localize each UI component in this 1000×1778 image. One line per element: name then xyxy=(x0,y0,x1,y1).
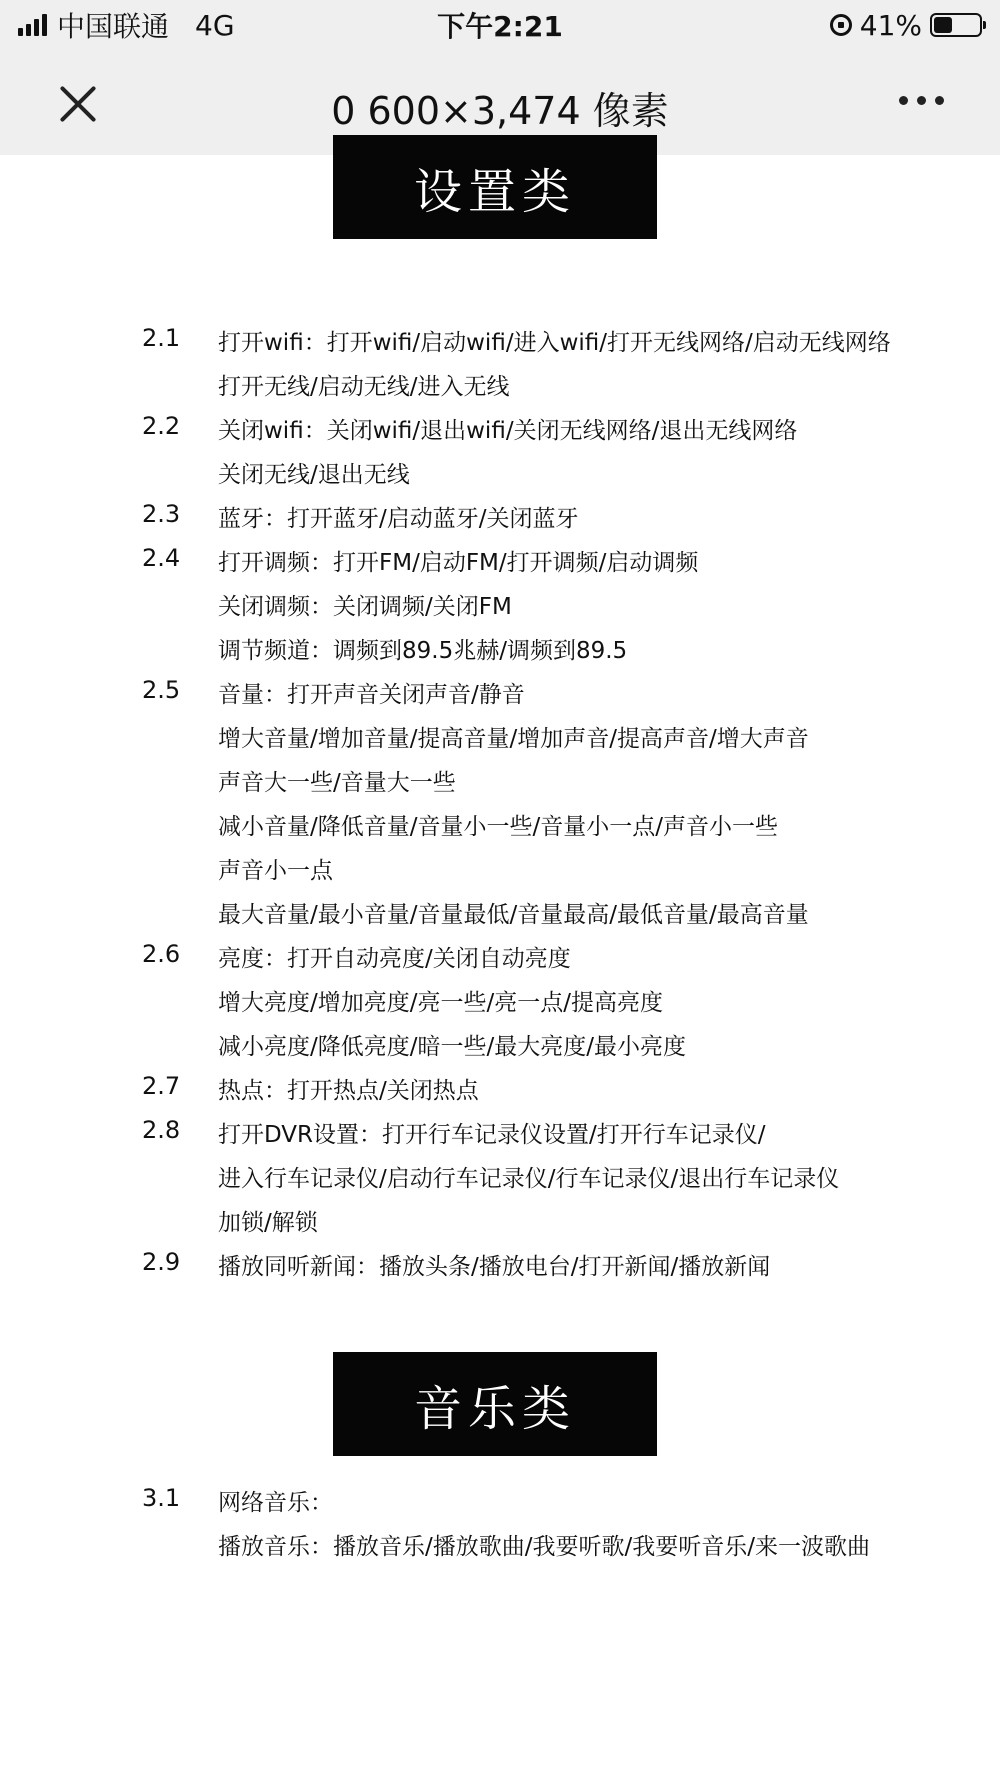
item-text: 音量：打开声音关闭声音/静音 xyxy=(218,682,525,708)
item-text: 声音小一点 xyxy=(218,858,333,884)
item-text: 关闭无线/退出无线 xyxy=(218,462,410,488)
item-text: 打开DVR设置：打开行车记录仪设置/打开行车记录仪/ xyxy=(218,1122,766,1148)
section-banner: 音乐类 xyxy=(333,1352,657,1456)
item-number: 2.6 xyxy=(142,940,181,968)
item-text: 蓝牙：打开蓝牙/启动蓝牙/关闭蓝牙 xyxy=(218,506,579,532)
item-number: 2.2 xyxy=(142,412,181,440)
item-number: 2.9 xyxy=(142,1248,181,1276)
network-label: 4G xyxy=(195,8,235,42)
item-text: 播放同听新闻：播放头条/播放电台/打开新闻/播放新闻 xyxy=(218,1254,771,1280)
item-text: 关闭wifi：关闭wifi/退出wifi/关闭无线网络/退出无线网络 xyxy=(218,418,798,444)
item-number: 2.1 xyxy=(142,324,181,352)
item-text: 加锁/解锁 xyxy=(218,1210,318,1236)
battery-icon xyxy=(930,13,982,37)
item-text: 打开调频：打开FM/启动FM/打开调频/启动调频 xyxy=(218,550,699,576)
more-icon[interactable] xyxy=(899,96,944,105)
item-text: 热点：打开热点/关闭热点 xyxy=(218,1078,479,1104)
rotation-lock-icon xyxy=(830,14,852,36)
status-right xyxy=(830,9,982,42)
item-text: 调节频道：调频到89.5兆赫/调频到89.5 xyxy=(218,638,628,664)
page-title: 0 600×3,474 像素 xyxy=(331,89,669,133)
item-text: 进入行车记录仪/启动行车记录仪/行车记录仪/退出行车记录仪 xyxy=(218,1166,840,1192)
signal-icon xyxy=(18,14,47,36)
item-text: 亮度：打开自动亮度/关闭自动亮度 xyxy=(218,946,571,972)
item-text: 减小亮度/降低亮度/暗一些/最大亮度/最小亮度 xyxy=(218,1034,686,1060)
item-text: 增大亮度/增加亮度/亮一些/亮一点/提高亮度 xyxy=(218,990,663,1016)
item-number: 2.7 xyxy=(142,1072,181,1100)
item-number: 2.5 xyxy=(142,676,181,704)
item-number: 3.1 xyxy=(142,1484,181,1512)
status-bar xyxy=(0,0,1000,50)
status-left xyxy=(18,5,235,45)
item-text: 打开wifi：打开wifi/启动wifi/进入wifi/打开无线网络/启动无线网络 xyxy=(218,330,891,356)
status-time: 下午2:21 xyxy=(437,10,563,43)
item-text: 播放音乐：播放音乐/播放歌曲/我要听歌/我要听音乐/来一波歌曲 xyxy=(218,1534,870,1560)
section-banner: 设置类 xyxy=(333,135,657,239)
item-text: 最大音量/最小音量/音量最低/音量最高/最低音量/最高音量 xyxy=(218,902,809,928)
item-text: 增大音量/增加音量/提高音量/增加声音/提高声音/增大声音 xyxy=(218,726,809,752)
item-text: 声音大一些/音量大一些 xyxy=(218,770,456,796)
item-number: 2.3 xyxy=(142,500,181,528)
battery-fill xyxy=(934,17,952,33)
battery-percent: 41% xyxy=(859,8,922,42)
item-text: 网络音乐： xyxy=(218,1490,333,1516)
item-text: 关闭调频：关闭调频/关闭FM xyxy=(218,594,512,620)
carrier-label: 中国联通 xyxy=(57,10,170,43)
item-text: 减小音量/降低音量/音量小一些/音量小一点/声音小一些 xyxy=(218,814,778,840)
item-number: 2.8 xyxy=(142,1116,181,1144)
item-number: 2.4 xyxy=(142,544,181,572)
item-text: 打开无线/启动无线/进入无线 xyxy=(218,374,510,400)
